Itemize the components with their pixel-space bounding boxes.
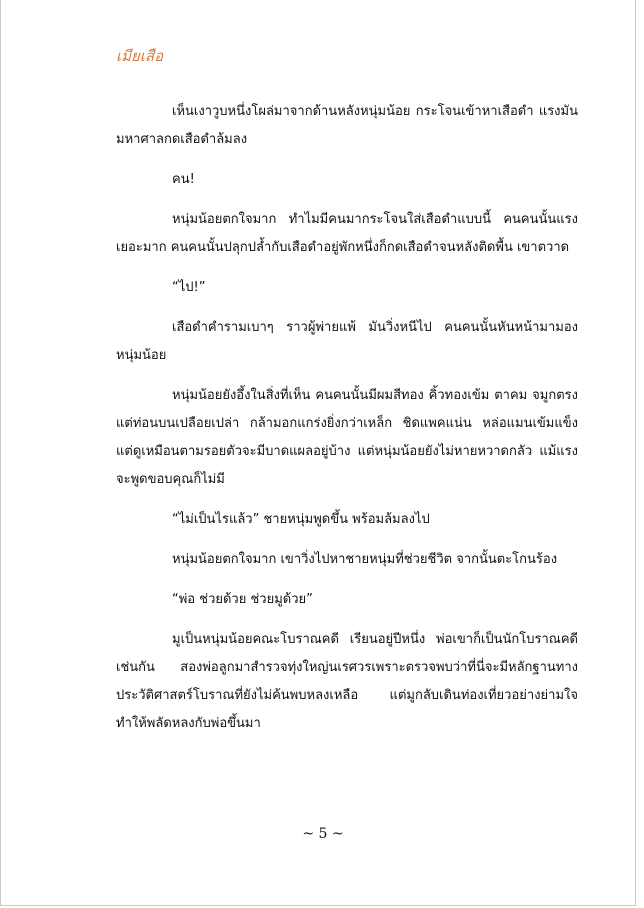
paragraph: “พ่อ ช่วยด้วย ช่วยมูด้วย”: [172, 592, 313, 607]
paragraph: เห็นเงาวูบหนึ่งโผล่มาจากด้านหลังหนุ่มน้อย กระโจนเข้าหาเสือดำ แรงมันมหาศาลกดเสือดำล้มลง: [116, 104, 578, 147]
paragraph: หนุ่มน้อยยังอึ้งในสิ่งที่เห็น คนคนนั้นมีผมสีทอง คิ้วทองเข้ม ตาคม จมูกตรง แต่ท่อนบนเปลือยเปล่า กล้ามอกแกร่งยิ่งกว่าเหล็ก ชิดแพคแน่น หล่อแมนเข้มแข็ง แต่ดูเหมือนตามรอยตัวจะมีบาดแผลอยู่บ้าง แต่หนุ่มน้อยยังไม่หายหวาดกลัว แม้แรงจะพูดขอบคุณก็ไม่มี: [116, 388, 578, 487]
chapter-title: เมียเสือ: [116, 47, 164, 65]
page-number: ~ 5 ~: [302, 826, 344, 842]
paragraph: “ไม่เป็นไรแล้ว” ชายหนุ่มพูดขึ้น พร้อมล้มลงไป: [172, 512, 430, 527]
paragraph: หนุ่มน้อยตกใจมาก ทำไมมีคนมากระโจนใส่เสือดำแบบนี้ คนคนนั้นแรงเยอะมาก คนคนนั้นปลุกปล้ำกับเสือดำอยู่พักหนึ่งก็กดเสือดำจนหลังติดพื้น เขาตวาด: [116, 212, 578, 255]
paragraph: “ไป!”: [172, 280, 206, 295]
body-text: [116, 98, 578, 750]
paragraph: มูเป็นหนุ่มน้อยคณะโบราณคดี เรียนอยู่ปีหนึ่ง พ่อเขาก็เป็นนักโบราณคดีเช่นกัน สองพ่อลูกมาสำรวจทุ่งใหญ่นเรศวรเพราะตรวจพบว่าที่นี่จะมีหลักฐานทางประวัติศาสตร์โบราณที่ยังไม่ค้นพบหลงเหลือ แต่มูกลับเดินท่องเที่ยวอย่างย่ามใจ ทำให้พลัดหลงกับพ่อขึ้นมา: [116, 632, 578, 731]
paragraph: หนุ่มน้อยตกใจมาก เขาวิ่งไปหาชายหนุ่มที่ช่วยชีวิต จากนั้นตะโกนร้อง: [172, 552, 558, 567]
paragraph: คน!: [172, 172, 195, 187]
paragraph: เสือดำคำรามเบาๆ ราวผู้พ่ายแพ้ มันวิ่งหนีไป คนคนนั้นหันหน้ามามองหนุ่มน้อย: [116, 320, 578, 363]
